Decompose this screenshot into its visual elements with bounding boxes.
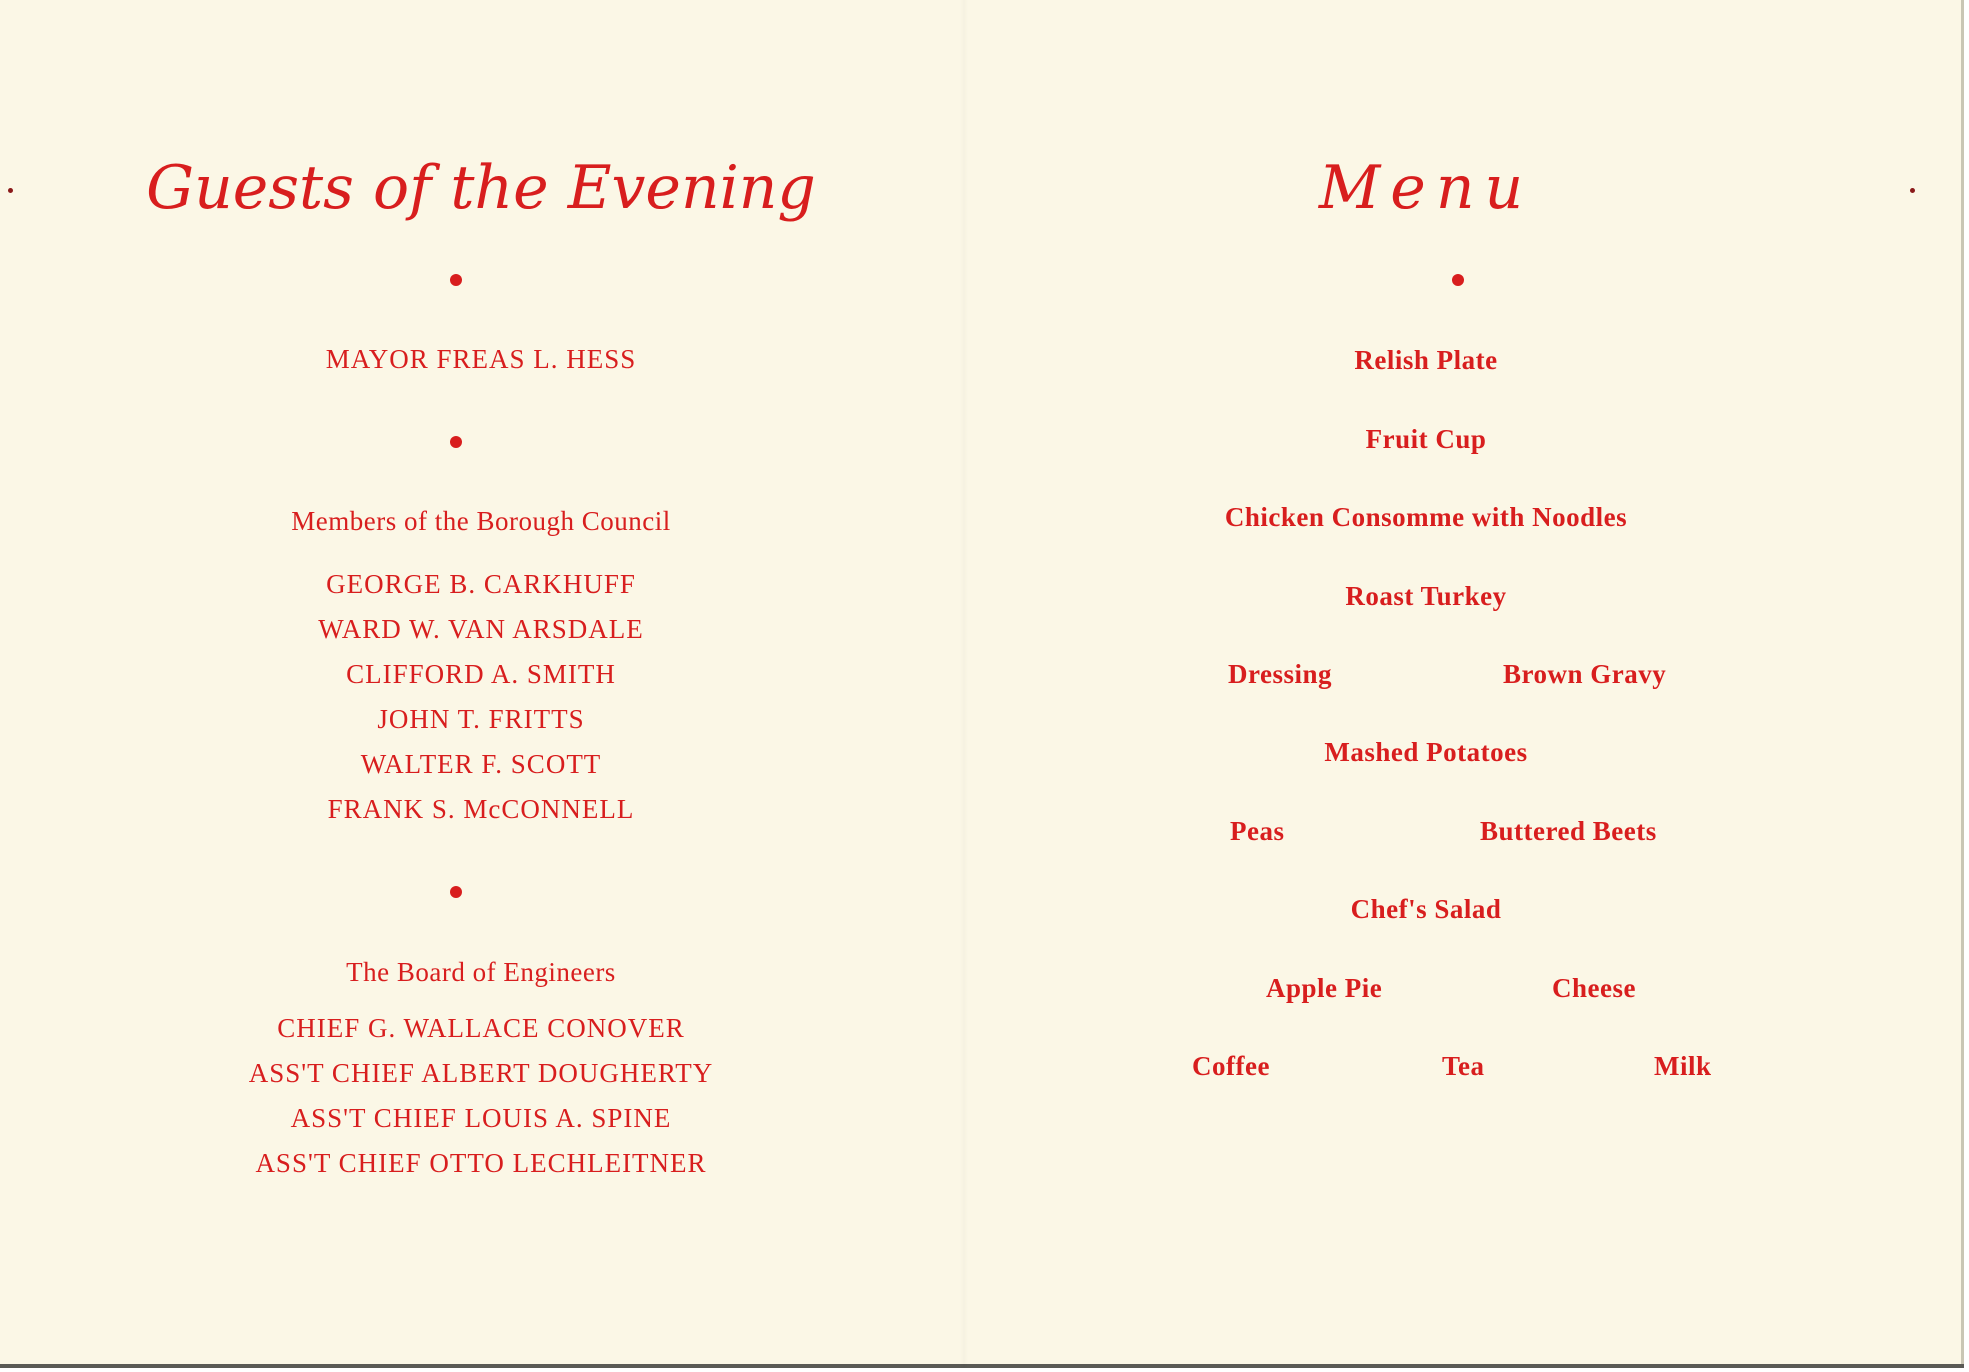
- menu-item: Chef's Salad: [1350, 894, 1502, 924]
- divider-dot: [450, 274, 462, 286]
- divider-dot: [450, 886, 462, 898]
- menu-item: Peas: [1230, 816, 1285, 846]
- menu-item: Buttered Beets: [1480, 816, 1657, 846]
- paper-speck: [1910, 188, 1915, 193]
- council-member: GEORGE B. CARKHUFF: [326, 569, 636, 599]
- divider-dot: [1452, 274, 1464, 286]
- menu-item: Roast Turkey: [1345, 581, 1507, 611]
- menu-item: Tea: [1442, 1051, 1485, 1081]
- engineer-name: ASS'T CHIEF OTTO LECHLEITNER: [255, 1148, 707, 1178]
- divider-dot: [450, 436, 462, 448]
- menu-item: Fruit Cup: [1365, 424, 1487, 454]
- menu-item: Brown Gravy: [1503, 659, 1667, 689]
- engineer-name: CHIEF G. WALLACE CONOVER: [277, 1013, 685, 1043]
- council-member: FRANK S. McCONNELL: [327, 794, 635, 824]
- council-heading: Members of the Borough Council: [291, 506, 671, 536]
- menu-heading: Menu: [1318, 153, 1534, 223]
- engineers-heading: The Board of Engineers: [346, 957, 616, 987]
- guests-heading: Guests of the Evening: [146, 153, 816, 223]
- menu-item: Coffee: [1192, 1051, 1270, 1081]
- engineer-name: ASS'T CHIEF ALBERT DOUGHERTY: [248, 1058, 714, 1088]
- menu-item: Dressing: [1228, 659, 1333, 689]
- menu-item: Cheese: [1552, 973, 1636, 1003]
- menu-item: Apple Pie: [1266, 973, 1383, 1003]
- council-member: CLIFFORD A. SMITH: [346, 659, 616, 689]
- menu-item: Milk: [1654, 1051, 1712, 1081]
- menu-item: Mashed Potatoes: [1324, 737, 1528, 767]
- engineer-name: ASS'T CHIEF LOUIS A. SPINE: [290, 1103, 672, 1133]
- mayor-name: MAYOR FREAS L. HESS: [325, 344, 637, 374]
- council-member: JOHN T. FRITTS: [377, 704, 585, 734]
- menu-item: Chicken Consomme with Noodles: [1224, 502, 1628, 532]
- council-member: WARD W. VAN ARSDALE: [318, 614, 644, 644]
- menu-item: Relish Plate: [1354, 345, 1498, 375]
- menu-page: [962, 0, 1962, 1368]
- guests-page: [0, 0, 962, 1368]
- council-member: WALTER F. SCOTT: [360, 749, 602, 779]
